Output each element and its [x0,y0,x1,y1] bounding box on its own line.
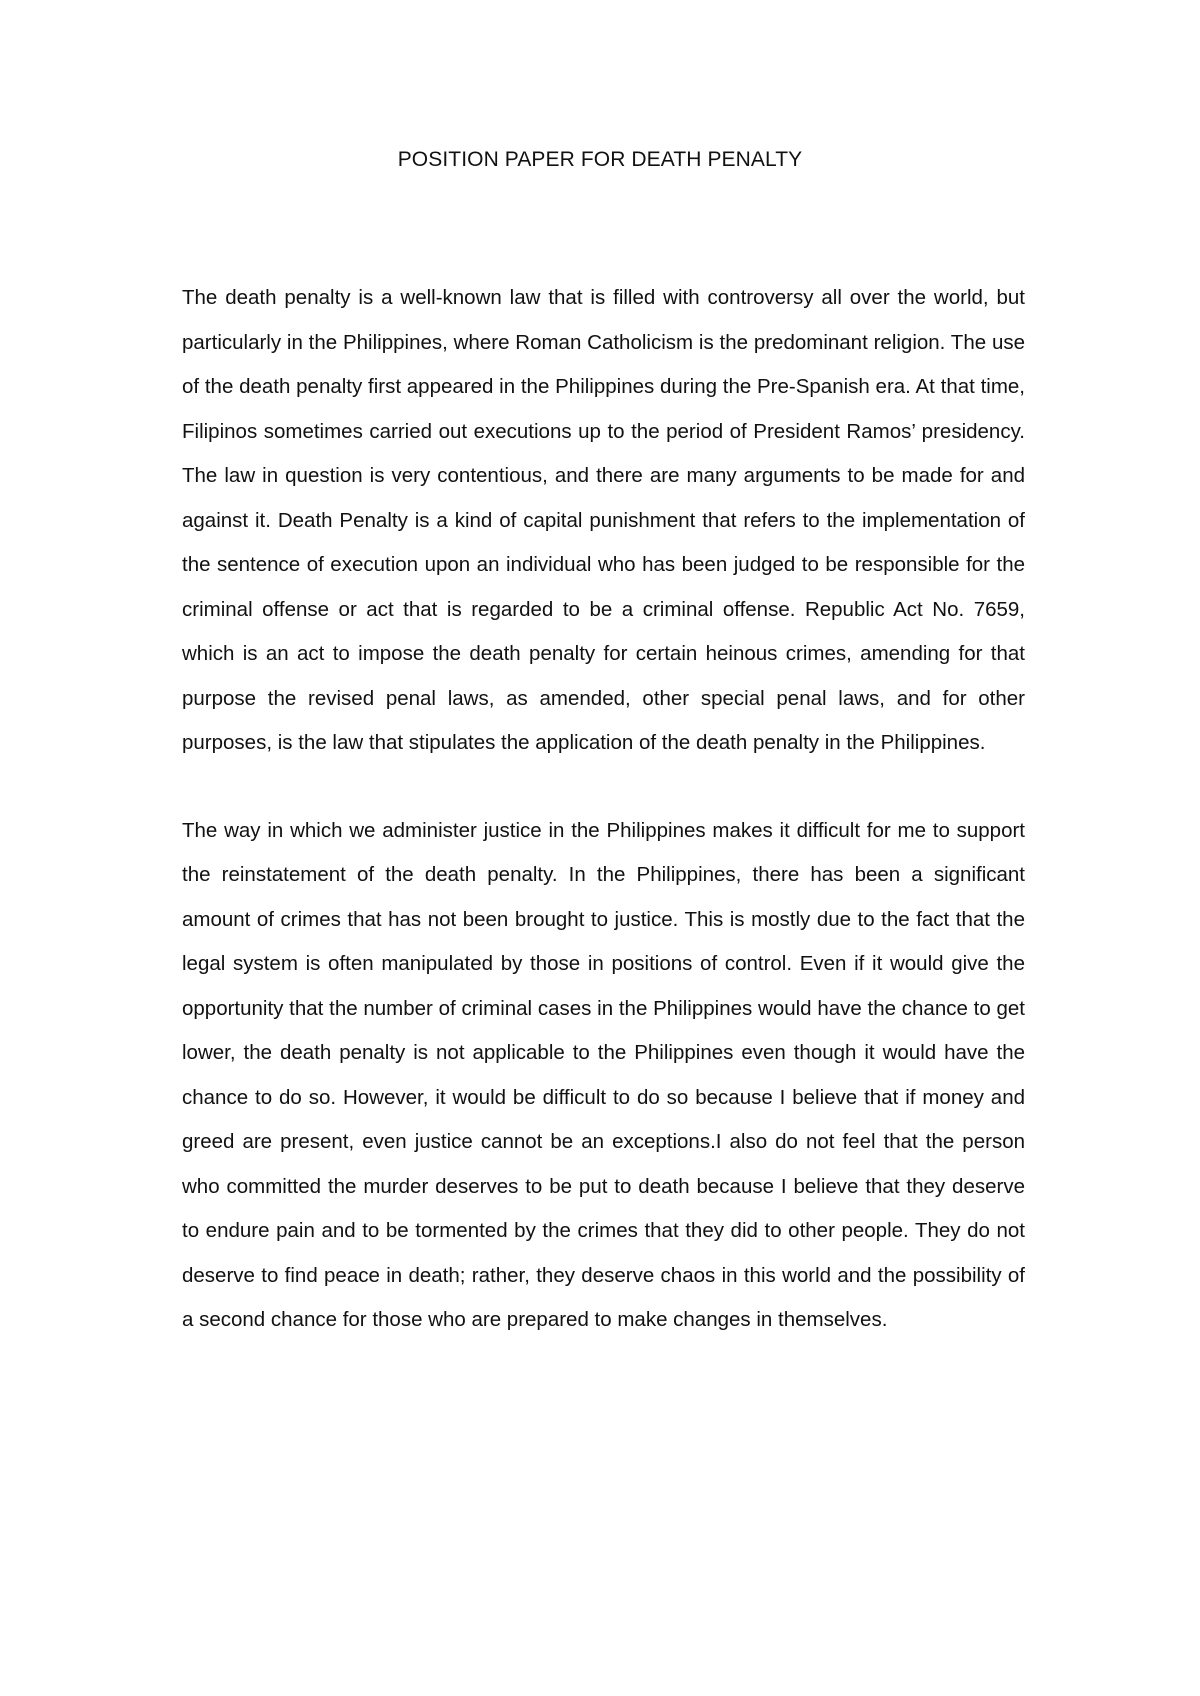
body-paragraph-1: The death penalty is a well-known law that is filled with controversy all over the world, but particularly in the Philippines, where Roman Catholicism is the predominant religion. The use of the death penalty first appeared in the Philippines during the Pre-Spanish era. At that time, Filipinos sometimes carried out executions up to the period of President Ramos’ presidency. The law in question is very contentious, and there are many arguments to be made for and against it. Death Penalty is a kind of capital punishment that refers to the implementation of the sentence of execution upon an individual who has been judged to be responsible for the criminal offense or act that is regarded to be a criminal offense. Republic Act No. 7659, which is an act to impose the death penalty for certain heinous crimes, amending for that purpose the revised penal laws, as amended, other special penal laws, and for other purposes, is the law that stipulates the application of the death penalty in the Philippines. [182,286,1025,754]
document-title: POSITION PAPER FOR DEATH PENALTY [397,148,803,171]
body-paragraph-2: The way in which we administer justice in the Philippines makes it difficult for me to support the reinstatement of the death penalty. In the Philippines, there has been a significant amount of crimes that has not been brought to justice. This is mostly due to the fact that the legal system is often manipulated by those in positions of control. Even if it would give the opportunity that the number of criminal cases in the Philippines would have the chance to get lower, the death penalty is not applicable to the Philippines even though it would have the chance to do so. However, it would be difficult to do so because I believe that if money and greed are present, even justice cannot be an exceptions.I also do not feel that the person who committed the murder deserves to be put to death because I believe that they deserve to endure pain and to be tormented by the crimes that they did to other people. They do not deserve to find peace in death; rather, they deserve chaos in this world and the possibility of a second chance for those who are prepared to make changes in themselves. [182,818,1025,1331]
document-body [182,276,1025,1343]
